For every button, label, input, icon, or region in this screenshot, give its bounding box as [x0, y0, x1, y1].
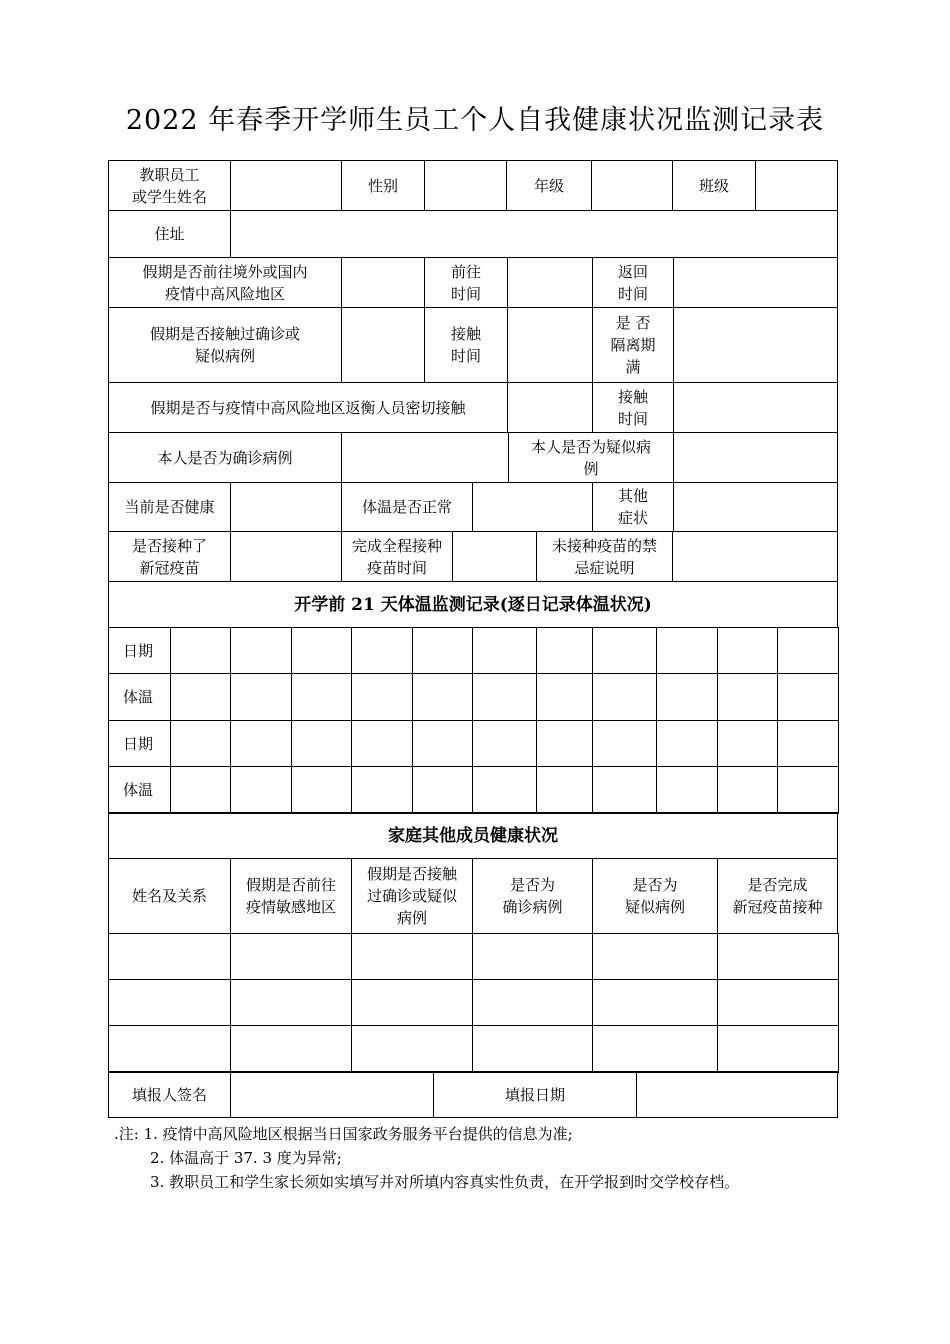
family-row-cell[interactable]: [592, 979, 718, 1026]
temp-cell[interactable]: [592, 766, 657, 814]
temp-row-label: 体温: [108, 673, 171, 721]
family-row-cell[interactable]: [592, 1025, 718, 1073]
other-symptoms-label: 其他 症状: [592, 482, 674, 532]
fill-date-field[interactable]: [636, 1071, 838, 1118]
temp-cell[interactable]: [777, 673, 839, 721]
page-title: 2022 年春季开学师生员工个人自我健康状况监测记录表: [125, 105, 825, 136]
return-time-field[interactable]: [673, 257, 838, 308]
family-col-suspected: 是否为 疑似病例: [592, 858, 718, 934]
temp-cell[interactable]: [230, 766, 292, 814]
contact-time-label: 接触 时间: [424, 307, 508, 383]
note-3: 3. 教职员工和学生家长须如实填写并对所填内容真实性负责，在开学报到时交学校存档。: [150, 1173, 740, 1191]
temp-cell[interactable]: [656, 766, 718, 814]
temp-cell[interactable]: [351, 673, 413, 721]
full-vaccination-time-field[interactable]: [452, 531, 537, 582]
grade-label: 年级: [506, 160, 592, 211]
family-row-cell[interactable]: [717, 1025, 839, 1073]
temp-cell[interactable]: [472, 673, 537, 721]
family-col-contact: 假期是否接触 过确诊或疑似 病例: [351, 858, 473, 934]
date-row-label: 日期: [108, 720, 171, 767]
contact-time-field[interactable]: [507, 307, 593, 383]
self-suspected-question: 本人是否为疑似病 例: [508, 432, 674, 483]
healthy-question: 当前是否健康: [108, 482, 231, 532]
close-contact-time-label: 接触 时间: [592, 382, 674, 433]
class-field[interactable]: [755, 160, 838, 211]
self-suspected-answer[interactable]: [673, 432, 838, 483]
date-cell[interactable]: [536, 720, 593, 767]
family-row-cell[interactable]: [230, 1025, 352, 1073]
depart-time-label: 前往 时间: [424, 257, 508, 308]
return-time-label: 返回 时间: [592, 257, 674, 308]
family-row-cell[interactable]: [717, 979, 839, 1026]
family-row-cell[interactable]: [230, 979, 352, 1026]
date-cell[interactable]: [717, 720, 778, 767]
family-row-cell[interactable]: [472, 933, 593, 980]
temp-cell[interactable]: [291, 673, 352, 721]
date-cell[interactable]: [351, 720, 413, 767]
class-label: 班级: [672, 160, 756, 211]
family-col-name: 姓名及关系: [108, 858, 231, 934]
quarantine-label: 是 否 隔离期 满: [592, 307, 674, 383]
travel-answer[interactable]: [341, 257, 425, 308]
family-row-cell[interactable]: [351, 979, 473, 1026]
date-row-label: 日期: [108, 627, 171, 674]
date-cell[interactable]: [592, 720, 657, 767]
close-contact-answer[interactable]: [507, 382, 593, 433]
family-col-travel: 假期是否前往 疫情敏感地区: [230, 858, 352, 934]
date-cell[interactable]: [412, 720, 473, 767]
address-label: 住址: [108, 210, 231, 258]
temp-cell[interactable]: [536, 673, 593, 721]
date-cell[interactable]: [170, 627, 231, 674]
address-field[interactable]: [230, 210, 838, 258]
temp-cell[interactable]: [717, 766, 778, 814]
full-vaccination-time-label: 完成全程接种 疫苗时间: [341, 531, 453, 582]
depart-time-field[interactable]: [507, 257, 593, 308]
self-confirmed-answer[interactable]: [341, 432, 509, 483]
temp-cell[interactable]: [592, 673, 657, 721]
gender-label: 性别: [341, 160, 425, 211]
temp-cell[interactable]: [777, 766, 839, 814]
family-section-heading: 家庭其他成员健康状况: [108, 812, 838, 859]
date-cell[interactable]: [592, 627, 657, 674]
date-cell[interactable]: [230, 720, 292, 767]
healthy-answer[interactable]: [230, 482, 342, 532]
family-row-cell[interactable]: [108, 979, 231, 1026]
family-row-cell[interactable]: [230, 933, 352, 980]
vaccinated-answer[interactable]: [230, 531, 342, 582]
gender-field[interactable]: [424, 160, 507, 211]
family-row-cell[interactable]: [472, 1025, 593, 1073]
temp-normal-answer[interactable]: [472, 482, 593, 532]
temp-row-label: 体温: [108, 766, 171, 814]
date-cell[interactable]: [291, 627, 352, 674]
date-cell[interactable]: [472, 627, 537, 674]
date-cell[interactable]: [351, 627, 413, 674]
family-row-cell[interactable]: [351, 1025, 473, 1073]
close-contact-time-field[interactable]: [673, 382, 838, 433]
temp-cell[interactable]: [351, 766, 413, 814]
family-row-cell[interactable]: [717, 933, 839, 980]
date-cell[interactable]: [717, 627, 778, 674]
other-symptoms-field[interactable]: [673, 482, 838, 532]
date-cell[interactable]: [412, 627, 473, 674]
date-cell[interactable]: [536, 627, 593, 674]
date-cell[interactable]: [656, 720, 718, 767]
quarantine-field[interactable]: [673, 307, 838, 383]
temp-cell[interactable]: [170, 766, 231, 814]
temp-cell[interactable]: [230, 673, 292, 721]
signature-field[interactable]: [230, 1071, 434, 1118]
contraindication-label: 未接种疫苗的禁 忌症说明: [536, 531, 673, 582]
family-col-confirmed: 是否为 确诊病例: [472, 858, 593, 934]
family-row-cell[interactable]: [108, 1025, 231, 1073]
date-cell[interactable]: [472, 720, 537, 767]
temp-cell[interactable]: [170, 673, 231, 721]
date-cell[interactable]: [291, 720, 352, 767]
temp-cell[interactable]: [717, 673, 778, 721]
travel-question: 假期是否前往境外或国内 疫情中高风险地区: [108, 257, 342, 308]
signature-label: 填报人签名: [108, 1071, 231, 1118]
temp-cell[interactable]: [412, 673, 473, 721]
self-confirmed-question: 本人是否为确诊病例: [108, 432, 342, 483]
temperature-section-heading: 开学前 21 天体温监测记录(逐日记录体温状况): [108, 581, 838, 628]
note-1: .注: 1. 疫情中高风险地区根据当日国家政务服务平台提供的信息为准;: [114, 1125, 573, 1143]
date-cell[interactable]: [230, 627, 292, 674]
notes: [114, 1122, 739, 1194]
family-col-vaccine: 是否完成 新冠疫苗接种: [717, 858, 838, 934]
temp-cell[interactable]: [656, 673, 718, 721]
family-row-cell[interactable]: [108, 933, 231, 980]
date-cell[interactable]: [777, 720, 839, 767]
name-field[interactable]: [230, 160, 342, 211]
temp-cell[interactable]: [472, 766, 537, 814]
vaccinated-question: 是否接种了 新冠疫苗: [108, 531, 231, 582]
temp-cell[interactable]: [536, 766, 593, 814]
grade-field[interactable]: [591, 160, 673, 211]
family-row-cell[interactable]: [351, 933, 473, 980]
note-2: 2. 体温高于 37. 3 度为异常;: [150, 1149, 342, 1167]
family-row-cell[interactable]: [592, 933, 718, 980]
temp-normal-question: 体温是否正常: [341, 482, 473, 532]
contact-confirmed-question: 假期是否接触过确诊或 疑似病例: [108, 307, 342, 383]
health-form-table: [109, 161, 839, 1119]
date-cell[interactable]: [656, 627, 718, 674]
date-cell[interactable]: [170, 720, 231, 767]
temp-cell[interactable]: [412, 766, 473, 814]
fill-date-label: 填报日期: [433, 1071, 637, 1118]
contraindication-field[interactable]: [672, 531, 838, 582]
temp-cell[interactable]: [291, 766, 352, 814]
date-cell[interactable]: [777, 627, 839, 674]
close-contact-question: 假期是否与疫情中高风险地区返衡人员密切接触: [108, 382, 508, 433]
family-row-cell[interactable]: [472, 979, 593, 1026]
name-label: 教职员工 或学生姓名: [108, 160, 231, 211]
contact-confirmed-answer[interactable]: [341, 307, 425, 383]
